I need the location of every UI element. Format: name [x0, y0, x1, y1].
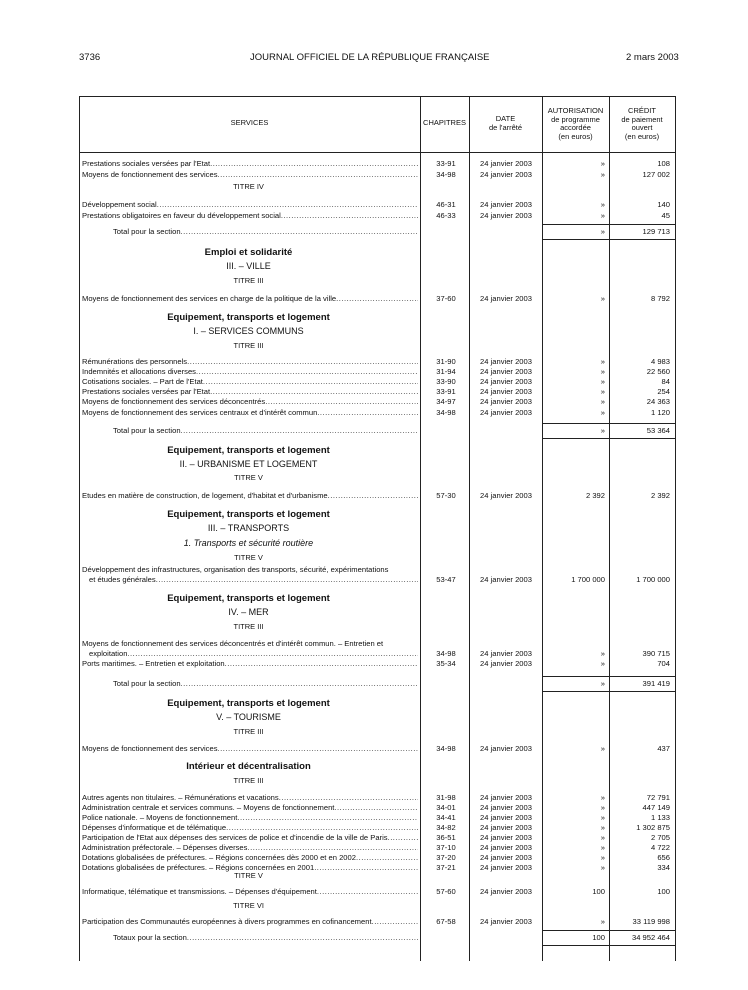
- autorisation-cell: »: [600, 200, 605, 209]
- section-title: III. – VILLE: [226, 261, 271, 271]
- header-rule: [79, 152, 676, 153]
- credit-cell: 391 419: [642, 679, 670, 688]
- table-top-rule: [79, 96, 676, 97]
- autorisation-cell: 100: [592, 933, 605, 942]
- table-row: [79, 158, 676, 169]
- section-title: TITRE IV: [233, 182, 264, 191]
- date-cell: 24 janvier 2003: [480, 387, 532, 396]
- credit-cell: 108: [657, 159, 670, 168]
- service-label: Prestations sociales versées par l'Etat .....: [82, 158, 418, 169]
- chapitre-cell: 46-33: [436, 211, 456, 220]
- total-row: [79, 678, 676, 689]
- credit-cell: 84: [661, 377, 670, 386]
- service-label: Total pour la section .....: [113, 678, 418, 689]
- section-title: Equipement, transports et logement: [167, 593, 330, 604]
- credit-cell: 437: [657, 744, 670, 753]
- chapitre-cell: 46-31: [436, 200, 456, 209]
- chapitre-cell: 33-91: [436, 159, 456, 168]
- section-title: IV. – MER: [228, 607, 269, 617]
- autorisation-cell: »: [600, 917, 605, 926]
- autorisation-cell: »: [600, 659, 605, 668]
- section-title: III. – TRANSPORTS: [207, 523, 290, 533]
- credit-cell: 53 364: [646, 426, 670, 435]
- section-title: TITRE III: [233, 276, 264, 285]
- credit-cell: 4 983: [650, 357, 670, 366]
- autorisation-cell: »: [600, 170, 605, 179]
- service-label: Participation de l'Etat aux dépenses des services de police et d'incendie de la ville de Paris .....: [82, 832, 418, 843]
- table-row: [79, 743, 676, 754]
- service-label: Autres agents non titulaires. – Rémunérations et vacations .....: [82, 792, 418, 803]
- service-label: Administration centrale et services communs. – Moyens de fonctionnement .....: [82, 802, 418, 813]
- credit-cell: 100: [657, 887, 670, 896]
- credit-cell: 1 133: [650, 813, 670, 822]
- col-header-date: [469, 115, 542, 132]
- journal-title: JOURNAL OFFICIEL DE LA RÉPUBLIQUE FRANÇAISE: [250, 52, 490, 63]
- table-row: [79, 210, 676, 221]
- autorisation-cell: »: [600, 408, 605, 417]
- chapitre-cell: 37-10: [436, 843, 456, 852]
- section-title: TITRE III: [233, 622, 264, 631]
- col-header-aut-l2: de programme: [551, 114, 600, 124]
- service-label: Moyens de fonctionnement des services déconcentrés et d'intérêt commun. – Entretien et: [82, 639, 384, 648]
- date-cell: 24 janvier 2003: [480, 170, 532, 179]
- chapitre-cell: 53-47: [436, 575, 456, 584]
- table-row: [79, 916, 676, 927]
- autorisation-cell: »: [600, 679, 605, 688]
- section-title: Equipement, transports et logement: [167, 698, 330, 709]
- date-cell: 24 janvier 2003: [480, 659, 532, 668]
- total-row: [79, 425, 676, 436]
- chapitre-cell: 34-98: [436, 744, 456, 753]
- credit-cell: 2 392: [650, 491, 670, 500]
- col-header-aut-l1: AUTORISATION: [547, 106, 604, 115]
- chapitre-cell: 57-30: [436, 491, 456, 500]
- section-title: TITRE V: [234, 553, 263, 562]
- credit-cell: 24 363: [646, 397, 670, 406]
- autorisation-cell: »: [600, 863, 605, 872]
- credit-cell: 4 722: [650, 843, 670, 852]
- autorisation-cell: »: [600, 377, 605, 386]
- autorisation-cell: »: [600, 294, 605, 303]
- autorisation-cell: 2 392: [585, 491, 605, 500]
- service-label: Dotations globalisées de préfectures. – Régions concernées en 2001 .....: [82, 862, 418, 873]
- autorisation-cell: »: [600, 227, 605, 236]
- chapitre-cell: 37-60: [436, 294, 456, 303]
- service-label: Moyens de fonctionnement des services centraux et d'intérêt commun .....: [82, 407, 418, 418]
- section-title: TITRE V: [234, 473, 263, 482]
- autorisation-cell: »: [600, 813, 605, 822]
- credit-cell: 334: [657, 863, 670, 872]
- col-header-cred-l1: CRÉDIT: [628, 106, 656, 115]
- autorisation-cell: »: [600, 843, 605, 852]
- chapitre-cell: 34-98: [436, 649, 456, 658]
- section-title: TITRE V: [234, 871, 263, 880]
- autorisation-cell: »: [600, 793, 605, 802]
- service-label: Rémunérations des personnels .....: [82, 356, 418, 367]
- service-label: et études générales .....: [89, 574, 418, 585]
- chapitre-cell: 35-34: [436, 659, 456, 668]
- chapitre-cell: 34-01: [436, 803, 456, 812]
- budget-table: [79, 96, 676, 961]
- col-header-date-l1: DATE: [495, 114, 516, 123]
- date-cell: 24 janvier 2003: [480, 863, 532, 872]
- col-header-autorisation: [542, 107, 609, 141]
- service-label: Ports maritimes. – Entretien et exploitation .....: [82, 658, 418, 669]
- autorisation-cell: »: [600, 426, 605, 435]
- table-row: [79, 199, 676, 210]
- table-row: [79, 490, 676, 501]
- chapitre-cell: 34-82: [436, 823, 456, 832]
- date-cell: 24 janvier 2003: [480, 491, 532, 500]
- table-row: [79, 574, 676, 585]
- service-label: Informatique, télématique et transmissions. – Dépenses d'équipement .....: [82, 886, 418, 897]
- date-cell: 24 janvier 2003: [480, 803, 532, 812]
- section-title: I. – SERVICES COMMUNS: [193, 326, 304, 336]
- autorisation-cell: »: [600, 823, 605, 832]
- date-cell: 24 janvier 2003: [480, 649, 532, 658]
- col-header-cred-l4: (en euros): [624, 131, 660, 141]
- date-cell: 24 janvier 2003: [480, 793, 532, 802]
- credit-cell: 45: [661, 211, 670, 220]
- date-cell: 24 janvier 2003: [480, 377, 532, 386]
- section-title: TITRE VI: [233, 901, 264, 910]
- table-row: [79, 169, 676, 180]
- total-row: [79, 932, 676, 943]
- credit-cell: 8 792: [650, 294, 670, 303]
- chapitre-cell: 31-94: [436, 367, 456, 376]
- credit-cell: 254: [657, 387, 670, 396]
- chapitre-cell: 34-97: [436, 397, 456, 406]
- credit-cell: 127 002: [642, 170, 670, 179]
- table-row: [79, 886, 676, 897]
- date-cell: 24 janvier 2003: [480, 917, 532, 926]
- service-label: Moyens de fonctionnement des services .....: [82, 743, 418, 754]
- date-cell: 24 janvier 2003: [480, 211, 532, 220]
- section-title: Equipement, transports et logement: [167, 445, 330, 456]
- autorisation-cell: »: [600, 649, 605, 658]
- col-header-cred-l2: de paiement: [621, 114, 663, 124]
- table-row: [79, 407, 676, 418]
- section-title: V. – TOURISME: [216, 712, 281, 722]
- col-header-aut-l3: accordée: [560, 123, 591, 132]
- credit-cell: 129 713: [642, 227, 670, 236]
- chapitre-cell: 57-60: [436, 887, 456, 896]
- autorisation-cell: »: [600, 853, 605, 862]
- autorisation-cell: »: [600, 744, 605, 753]
- section-title: Emploi et solidarité: [204, 247, 293, 258]
- service-label: Etudes en matière de construction, de logement, d'habitat et d'urbanisme .....: [82, 490, 418, 501]
- table-row: [79, 396, 676, 407]
- autorisation-cell: »: [600, 397, 605, 406]
- credit-cell: 1 120: [650, 408, 670, 417]
- autorisation-cell: »: [600, 367, 605, 376]
- service-label: Dotations globalisées de préfectures. – Régions concernées dès 2000 et en 2002 .....: [82, 852, 418, 863]
- autorisation-cell: »: [600, 803, 605, 812]
- service-label: Moyens de fonctionnement des services .....: [82, 169, 418, 180]
- page-number: 3736: [79, 52, 101, 63]
- date-cell: 24 janvier 2003: [480, 744, 532, 753]
- col-header-date-l2: de l'arrêté: [488, 122, 523, 132]
- service-label: Totaux pour la section .....: [113, 932, 418, 943]
- service-label: Police nationale. – Moyens de fonctionnement .....: [82, 812, 418, 823]
- autorisation-cell: 100: [592, 887, 605, 896]
- chapitre-cell: 67-58: [436, 917, 456, 926]
- chapitre-cell: 37-20: [436, 853, 456, 862]
- credit-cell: 1 302 875: [636, 823, 670, 832]
- date-cell: 24 janvier 2003: [480, 813, 532, 822]
- service-label: Total pour la section .....: [113, 425, 418, 436]
- credit-cell: 2 705: [650, 833, 670, 842]
- date-cell: 24 janvier 2003: [480, 357, 532, 366]
- autorisation-cell: »: [600, 387, 605, 396]
- service-label: Administration préfectorale. – Dépenses diverses .....: [82, 842, 418, 853]
- chapitre-cell: 34-98: [436, 170, 456, 179]
- date-cell: 24 janvier 2003: [480, 367, 532, 376]
- credit-cell: 140: [657, 200, 670, 209]
- date-cell: 24 janvier 2003: [480, 575, 532, 584]
- date-cell: 24 janvier 2003: [480, 408, 532, 417]
- credit-cell: 704: [657, 659, 670, 668]
- chapitre-cell: 36-51: [436, 833, 456, 842]
- section-title: TITRE III: [233, 341, 264, 350]
- section-title: II. – URBANISME ET LOGEMENT: [179, 459, 318, 469]
- service-label: Participation des Communautés européennes à divers programmes en cofinancement .....: [82, 916, 418, 927]
- credit-cell: 33 119 998: [632, 917, 670, 926]
- total-row: [79, 226, 676, 237]
- service-label: Prestations sociales versées par l'Etat .....: [82, 386, 418, 397]
- service-label: exploitation .....: [89, 648, 418, 659]
- credit-cell: 22 560: [646, 367, 670, 376]
- autorisation-cell: 1 700 000: [571, 575, 605, 584]
- date-cell: 24 janvier 2003: [480, 823, 532, 832]
- date-cell: 24 janvier 2003: [480, 887, 532, 896]
- section-title: Equipement, transports et logement: [167, 509, 330, 520]
- chapitre-cell: 33-90: [436, 377, 456, 386]
- credit-cell: 447 149: [642, 803, 670, 812]
- service-label: Cotisations sociales. – Part de l'Etat .....: [82, 376, 418, 387]
- date-cell: 24 janvier 2003: [480, 159, 532, 168]
- service-label: Moyens de fonctionnement des services déconcentrés .....: [82, 396, 418, 407]
- service-label: Dépenses d'informatique et de télématique .....: [82, 822, 418, 833]
- chapitre-cell: 31-98: [436, 793, 456, 802]
- publication-date: 2 mars 2003: [626, 52, 679, 63]
- credit-cell: 72 791: [646, 793, 670, 802]
- date-cell: 24 janvier 2003: [480, 843, 532, 852]
- credit-cell: 390 715: [642, 649, 670, 658]
- section-title: TITRE III: [233, 727, 264, 736]
- col-header-services: SERVICES: [230, 118, 269, 127]
- col-header-credit: [609, 107, 675, 141]
- section-title: Intérieur et décentralisation: [186, 761, 311, 772]
- chapitre-cell: 31-90: [436, 357, 456, 366]
- table-row: [79, 658, 676, 669]
- section-title: TITRE III: [233, 776, 264, 785]
- autorisation-cell: »: [600, 211, 605, 220]
- service-label: Prestations obligatoires en faveur du développement social .....: [82, 210, 418, 221]
- service-label: Développement des infrastructures, organisation des transports, sécurité, expérimentations: [82, 565, 389, 574]
- service-label: Développement social .....: [82, 199, 418, 210]
- credit-cell: 34 952 464: [631, 933, 670, 942]
- service-label: Moyens de fonctionnement des services en charge de la politique de la ville .....: [82, 293, 418, 304]
- section-title: 1. Transports et sécurité routière: [183, 538, 314, 548]
- date-cell: 24 janvier 2003: [480, 833, 532, 842]
- service-label: Total pour la section .....: [113, 226, 418, 237]
- date-cell: 24 janvier 2003: [480, 397, 532, 406]
- col-header-cred-l3: ouvert: [631, 123, 653, 132]
- section-title: Equipement, transports et logement: [167, 312, 330, 323]
- service-label: Indemnités et allocations diverses .....: [82, 366, 418, 377]
- chapitre-cell: 33-91: [436, 387, 456, 396]
- credit-cell: 656: [657, 853, 670, 862]
- chapitre-cell: 34-98: [436, 408, 456, 417]
- col-header-chapitres: CHAPITRES: [423, 118, 466, 127]
- chapitre-cell: 37-21: [436, 863, 456, 872]
- autorisation-cell: »: [600, 159, 605, 168]
- chapitre-cell: 34-41: [436, 813, 456, 822]
- date-cell: 24 janvier 2003: [480, 294, 532, 303]
- date-cell: 24 janvier 2003: [480, 853, 532, 862]
- credit-cell: 1 700 000: [636, 575, 670, 584]
- table-row: [79, 293, 676, 304]
- date-cell: 24 janvier 2003: [480, 200, 532, 209]
- autorisation-cell: »: [600, 833, 605, 842]
- col-header-aut-l4: (en euros): [558, 131, 593, 141]
- autorisation-cell: »: [600, 357, 605, 366]
